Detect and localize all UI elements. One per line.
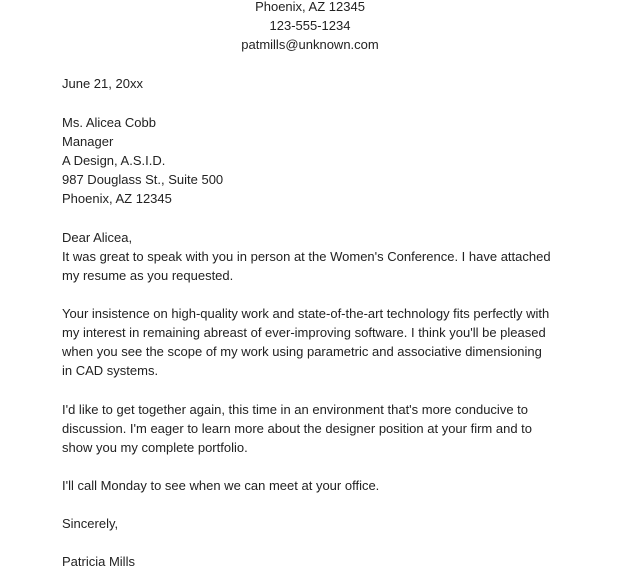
paragraph-line: show you my complete portfolio. [62, 440, 248, 455]
paragraph-line: It was great to speak with you in person at the Women's Conference. I have attached [62, 249, 551, 264]
paragraph-line: my resume as you requested. [62, 268, 234, 283]
paragraph-line: I'll call Monday to see when we can meet at your office. [62, 478, 380, 493]
recipient-city-state-zip: Phoenix, AZ 12345 [62, 191, 172, 206]
signature: Patricia Mills [62, 554, 135, 569]
recipient-street: 987 Douglass St., Suite 500 [62, 172, 224, 187]
paragraph-line: in CAD systems. [62, 363, 159, 378]
recipient-name: Ms. Alicea Cobb [62, 115, 156, 130]
recipient-company: A Design, A.S.I.D. [62, 153, 166, 168]
sender-phone: 123-555-1234 [269, 18, 351, 33]
paragraph-line: discussion. I'm eager to learn more about the designer position at your firm and to [62, 421, 533, 436]
sender-city-state-zip: Phoenix, AZ 12345 [255, 0, 365, 14]
letter-date: June 21, 20xx [62, 76, 143, 91]
paragraph-line: I'd like to get together again, this time in an environment that's more conducive to [62, 402, 529, 417]
salutation: Dear Alicea, [62, 230, 133, 245]
recipient-title: Manager [62, 134, 114, 149]
sender-email: patmills@unknown.com [241, 37, 379, 52]
paragraph-line: Your insistence on high-quality work and state-of-the-art technology fits perfectly with [62, 306, 550, 321]
closing: Sincerely, [62, 516, 119, 531]
paragraph-line: my interest in remaining abreast of ever-improving software. I think you'll be pleased [62, 325, 546, 340]
paragraph-line: when you see the scope of my work using parametric and associative dimensioning [62, 344, 542, 359]
